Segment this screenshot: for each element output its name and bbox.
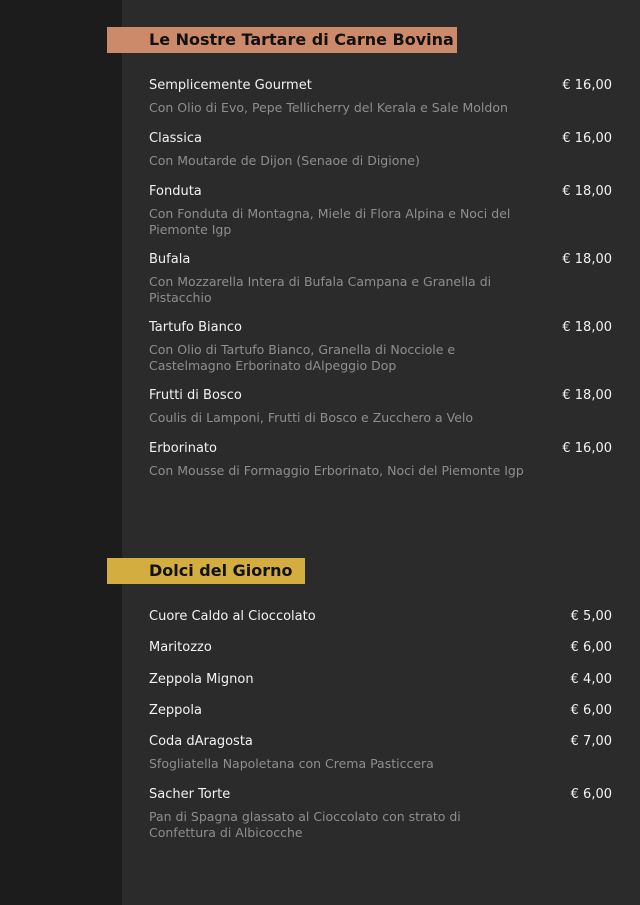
menu-item <box>149 131 612 169</box>
item-name: Bufala <box>149 252 191 267</box>
item-name: Classica <box>149 131 202 146</box>
item-price: € 7,00 <box>570 734 612 749</box>
item-name: Zeppola Mignon <box>149 672 254 687</box>
menu-item <box>149 441 612 479</box>
menu-item <box>149 388 612 426</box>
item-price: € 18,00 <box>562 184 612 199</box>
item-name: Frutti di Bosco <box>149 388 242 403</box>
item-name: Sacher Torte <box>149 787 231 802</box>
item-name: Cuore Caldo al Cioccolato <box>149 609 316 624</box>
item-name: Semplicemente Gourmet <box>149 78 312 93</box>
item-price: € 6,00 <box>570 703 612 718</box>
menu-item <box>149 672 612 688</box>
item-price: € 5,00 <box>570 609 612 624</box>
menu-item <box>149 609 612 625</box>
menu-item <box>149 640 612 656</box>
item-price: € 16,00 <box>562 441 612 456</box>
item-description: Con Olio di Tartufo Bianco, Granella di Nocciole e Castelmagno Erborinato dAlpeggio Dop <box>149 342 456 373</box>
item-name: Zeppola <box>149 703 202 718</box>
item-name: Erborinato <box>149 441 217 456</box>
item-price: € 6,00 <box>570 640 612 655</box>
item-price: € 16,00 <box>562 131 612 146</box>
item-name: Coda dAragosta <box>149 734 253 749</box>
item-price: € 18,00 <box>562 252 612 267</box>
item-description: Sfogliatella Napoletana con Crema Pasticcera <box>149 756 434 771</box>
item-price: € 4,00 <box>570 672 612 687</box>
item-name: Tartufo Bianco <box>149 320 242 335</box>
section-title-dolci: Dolci del Giorno <box>107 558 305 584</box>
item-description: Pan di Spagna glassato al Cioccolato con strato di Confettura di Albicocche <box>149 809 461 840</box>
item-description: Coulis di Lamponi, Frutti di Bosco e Zucchero a Velo <box>149 410 474 425</box>
item-price: € 18,00 <box>562 320 612 335</box>
left-strip <box>0 0 122 905</box>
item-description: Con Olio di Evo, Pepe Tellicherry del Kerala e Sale Moldon <box>149 100 508 115</box>
menu-item <box>149 787 612 841</box>
item-price: € 16,00 <box>562 78 612 93</box>
item-price: € 6,00 <box>570 787 612 802</box>
menu-item <box>149 252 612 306</box>
item-price: € 18,00 <box>562 388 612 403</box>
menu-item <box>149 734 612 772</box>
item-name: Fonduta <box>149 184 202 199</box>
item-description: Con Moutarde de Dijon (Senaoe di Digione) <box>149 153 420 168</box>
menu-item <box>149 703 612 719</box>
item-description: Con Mousse di Formaggio Erborinato, Noci del Piemonte Igp <box>149 463 524 478</box>
section-title-tartare: Le Nostre Tartare di Carne Bovina <box>107 27 457 53</box>
item-description: Con Mozzarella Intera di Bufala Campana e Granella di Pistacchio <box>149 274 492 305</box>
menu-item <box>149 78 612 116</box>
menu-item <box>149 320 612 374</box>
item-name: Maritozzo <box>149 640 212 655</box>
item-description: Con Fonduta di Montagna, Miele di Flora Alpina e Noci del Piemonte Igp <box>149 206 511 237</box>
menu-item <box>149 184 612 238</box>
